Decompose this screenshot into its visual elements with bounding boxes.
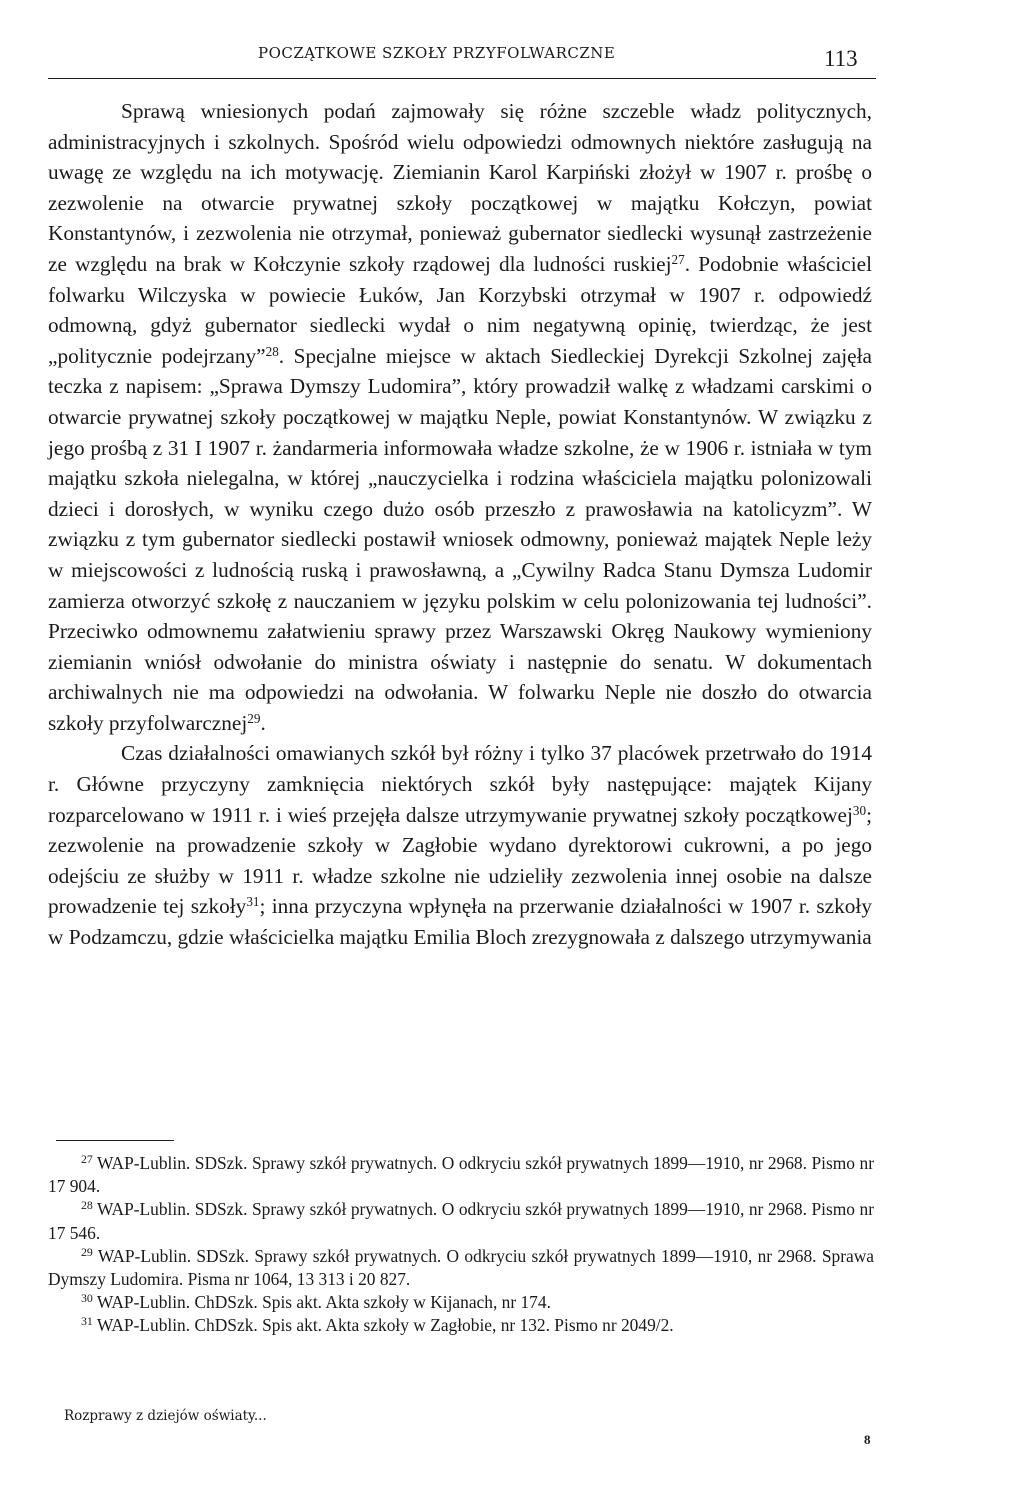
footnote-number: 28 xyxy=(81,1198,93,1213)
paragraph-text: Czas działalności omawianych szkół był różny i tylko 37 placówek przetrwało do 1914 r. Główne przyczyny zamknięcia niektórych szkół były następujące: majątek Kijany rozparcelowano w 1911 r. i wieś przejęła dalsze utrzymywanie prywatnej szkoły początkowej xyxy=(48,741,872,827)
footnote-text: WAP-Lublin. ChDSzk. Spis akt. Akta szkoły w Kijanach, nr 174. xyxy=(96,1292,551,1313)
footnote-text: WAP-Lublin. ChDSzk. Spis akt. Akta szkoły w Zagłobie, nr 132. Pismo nr 2049/2. xyxy=(96,1315,674,1336)
footnote-number: 27 xyxy=(81,1152,93,1167)
paragraph-text: Sprawą wniesionych podań zajmowały się różne szczeble władz politycznych, administracyjnych i szkolnych. Spośród wielu odpowiedzi odmownych niektóre zasługują na uwagę ze względu na ich motywację. Ziemianin Karol Karpiński złożył w 1907 r. prośbę o zezwolenie na otwarcie prywatnej szkoły początkowej w majątku Kołczyn, powiat Konstantynów, i zezwolenia nie otrzymał, ponieważ gubernator siedlecki wysunął zastrzeżenie ze względu na brak w Kołczynie szkoły rządowej dla ludności ruskiej xyxy=(48,99,872,276)
paragraph-text: ; inna przyczyna wpłynęła na przerwanie działalności w 1907 r. szkoły w Podzamczu, gdzie właścicielka majątku Emilia Bloch zrezygnowała z dalszego utrzymywania xyxy=(48,894,872,950)
footnote-29 xyxy=(48,1245,874,1291)
footnote-28 xyxy=(48,1198,874,1244)
page-header xyxy=(48,38,876,79)
printer-signature: 8 xyxy=(864,1432,871,1447)
footnote-ref: 31 xyxy=(246,894,260,910)
footnote-number: 29 xyxy=(81,1244,93,1259)
footnote-27 xyxy=(48,1152,874,1198)
footnote-number: 31 xyxy=(81,1314,93,1329)
page-number: 113 xyxy=(824,46,858,71)
paragraph-2 xyxy=(48,738,872,952)
paragraph-text: . Specjalne miejsce w aktach Siedleckiej Dyrekcji Szkolnej zajęła teczka z napisem: „Sprawa Dymszy Ludomira”, który prowadził walkę z władzami carskimi o otwarcie prywatnej szkoły początkowej w majątku Neple, powiat Konstantynów. W związku z jego prośbą z 31 I 1907 r. żandarmeria informowała władze szkolne, że w 1906 r. istniała w tym majątku szkoła nielegalna, w której „nauczycielka i rodzina właściciela majątku polonizowali dzieci i dorosłych, w wyniku czego dużo osób przeszło z prawosławia na katolicyzm”. W związku z tym gubernator siedlecki postawił wniosek odmowny, ponieważ majątek Neple leży w miejscowości z ludnością ruską i prawosławną, a „Cywilny Radca Stanu Dymsza Ludomir zamierza otworzyć szkołę z nauczaniem w języku polskim w celu polonizowania tej ludności”. Przeciwko odmownemu załatwieniu sprawy przez Warszawski Okręg Naukowy wymieniony ziemianin wniósł odwołanie do ministra oświaty i następnie do senatu. W dokumentach archiwalnych nie ma odpowiedzi na odwołania. W folwarku Neple nie doszło do otwarcia szkoły przyfolwarcznej xyxy=(48,343,872,735)
main-text xyxy=(48,96,872,953)
footnote-ref: 28 xyxy=(265,343,279,359)
footnotes xyxy=(48,1152,874,1338)
footnote-text: WAP-Lublin. SDSzk. Sprawy szkół prywatnych. O odkryciu szkół prywatnych 1899—1910, nr 2968. Pismo nr 17 546. xyxy=(48,1199,874,1243)
paragraph-text: . xyxy=(260,710,266,735)
footnote-ref: 30 xyxy=(852,802,867,818)
paragraph-text: ; zezwolenie na prowadzenie szkoły w Zagłobie wydano dyrektorowi cukrowni, a po jego odejściu ze służby w 1911 r. władze szkolne nie udzieliły zezwolenia innej osobie na dalsze prowadzenie tej szkoły xyxy=(48,802,872,919)
footnote-text: WAP-Lublin. SDSzk. Sprawy szkół prywatnych. O odkryciu szkół prywatnych 1899—1910, nr 2968. Sprawa Dymszy Ludomira. Pisma nr 1064, 13 313 i 20 827. xyxy=(48,1245,874,1290)
footnote-ref: 27 xyxy=(671,251,685,267)
paragraph-1 xyxy=(48,96,872,738)
footnote-text: WAP-Lublin. SDSzk. Sprawy szkół prywatnych. O odkryciu szkół prywatnych 1899—1910, nr 2968. Pismo nr 17 904. xyxy=(48,1153,874,1197)
series-title: Rozprawy z dziejów oświaty... xyxy=(64,1408,267,1424)
footnote-number: 30 xyxy=(81,1291,93,1306)
paragraph-text: . Podobnie właściciel folwarku Wilczyska w powiecie Łuków, Jan Korzybski otrzymał w 1907 r. odpowiedź odmowną, gdyż gubernator siedlecki wydał o nim negatywną opinię, twierdząc, że jest „politycznie podejrzany” xyxy=(48,251,872,368)
footnote-rule xyxy=(56,1140,174,1141)
footnote-ref: 29 xyxy=(247,710,261,726)
footnote-30 xyxy=(48,1291,874,1314)
footnote-31 xyxy=(48,1314,874,1337)
running-title: POCZĄTKOWE SZKOŁY PRZYFOLWARCZNE xyxy=(258,44,616,62)
